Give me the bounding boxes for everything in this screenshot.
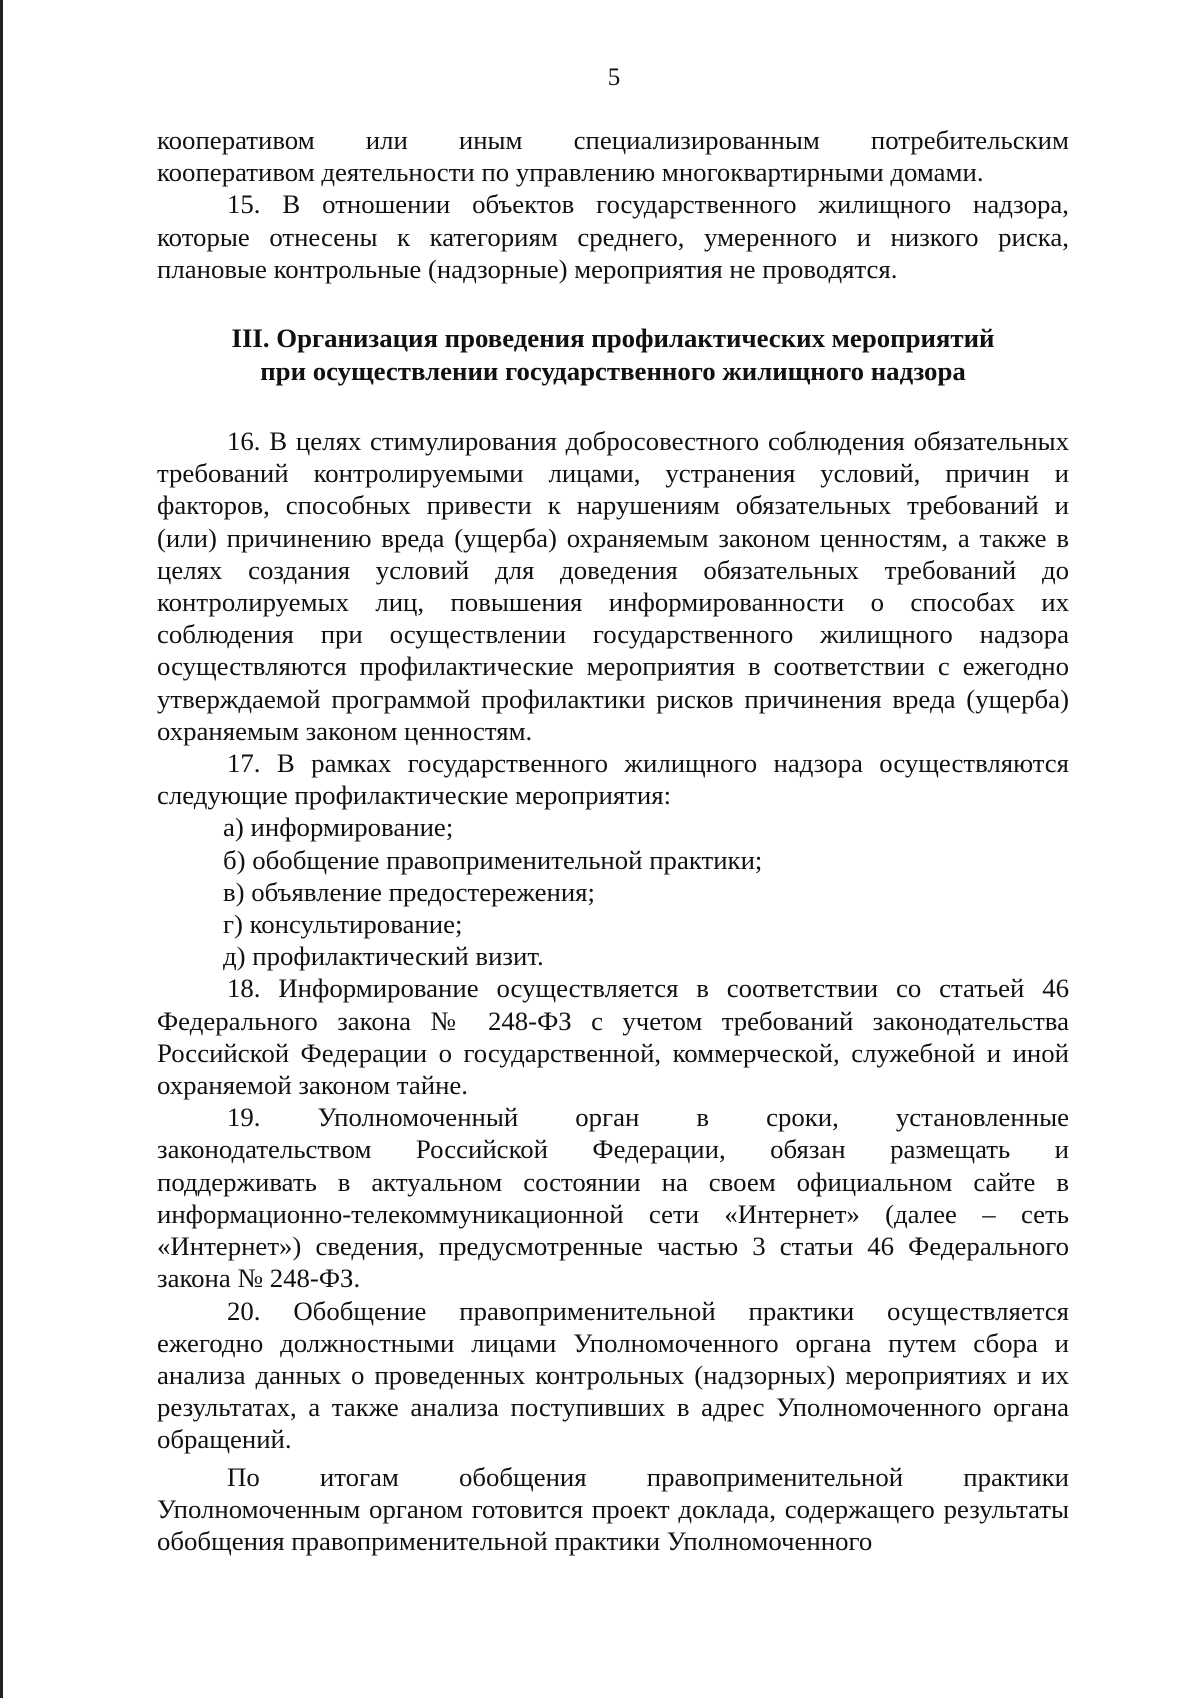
list-item-a: а) информирование; (223, 812, 454, 843)
section-heading (157, 322, 1069, 388)
paragraph-18: 18. Информирование осуществляется в соответствии со статьей 46 Федерального закона № 248-ФЗ с учетом требований законодательства Российской Федерации о государственной, коммерческой, служебной и иной охраняемой законом тайне. (157, 973, 1069, 1101)
list-item-b: б) обобщение правоприменительной практики; (223, 844, 763, 875)
list-item-c: в) объявление предостережения; (223, 876, 595, 907)
paragraph-19-rest: поддерживать в актуальном состоянии на своем официальном сайте в информационно-телекоммуникационной сети «Интернет» (далее – сеть «Интернет») сведения, предусмотренные частью 3 статьи 46 Федерального закона № 248-ФЗ. (157, 1166, 1069, 1294)
document-body (157, 124, 1069, 1557)
continuation-line-1: кооперативом или иным специализированным потребительским (157, 125, 1069, 155)
paragraph-15: 15. В отношении объектов государственного жилищного надзора, которые отнесены к категориям среднего, умеренного и низкого риска, плановые контрольные (надзорные) мероприятия не проводятся. (157, 189, 1069, 284)
paragraph-16: 16. В целях стимулирования добросовестного соблюдения обязательных требований контролируемыми лицами, устранения условий, причин и факторов, способных привести к нарушениям обязательных требований и (или) причинению вреда (ущерба) охраняемым законом ценностям, а также в целях создания условий для доведения обязательных требований до контролируемых лиц, повышения информированности о способах их соблюдения при осуществлении государственного жилищного надзора осуществляются профилактические мероприятия в соответствии с ежегодно утверждаемой программой профилактики рисков причинения вреда (ущерба) охраняемым законом ценностям. (157, 426, 1069, 746)
paragraph-20: 20. Обобщение правоприменительной практики осуществляется ежегодно должностными лицами Уполномоченного органа путем сбора и анализа данных о проведенных контрольных (надзорных) мероприятиях и их результатах, а также анализа поступивших в адрес Уполномоченного органа обращений. (157, 1295, 1069, 1455)
paragraph-19-line-1: 19. Уполномоченный орган в сроки, установленные (227, 1102, 1069, 1133)
section-heading-line-1: III. Организация проведения профилактических мероприятий (231, 323, 995, 354)
list-item-d: г) консультирование; (223, 909, 463, 940)
continuation-line-2: кооперативом деятельности по управлению многоквартирными домами. (157, 157, 984, 188)
paragraph-21-line-1: По итогам обобщения правоприменительной практики (227, 1461, 1069, 1492)
paragraph-21-rest: Уполномоченным органом готовится проект доклада, содержащего результаты обобщения правоприменительной практики Уполномоченного (157, 1493, 1069, 1556)
page-number: 5 (607, 64, 621, 91)
paragraph-19-line-2: законодательством Российской Федерации, обязан размещать и (157, 1134, 1069, 1165)
paragraph-17: 17. В рамках государственного жилищного надзора осуществляются следующие профилактические мероприятия: (157, 748, 1069, 811)
scan-left-edge (0, 0, 3, 1698)
list-item-e: д) профилактический визит. (223, 941, 544, 972)
section-heading-line-2: при осуществлении государственного жилищного надзора (260, 356, 966, 387)
